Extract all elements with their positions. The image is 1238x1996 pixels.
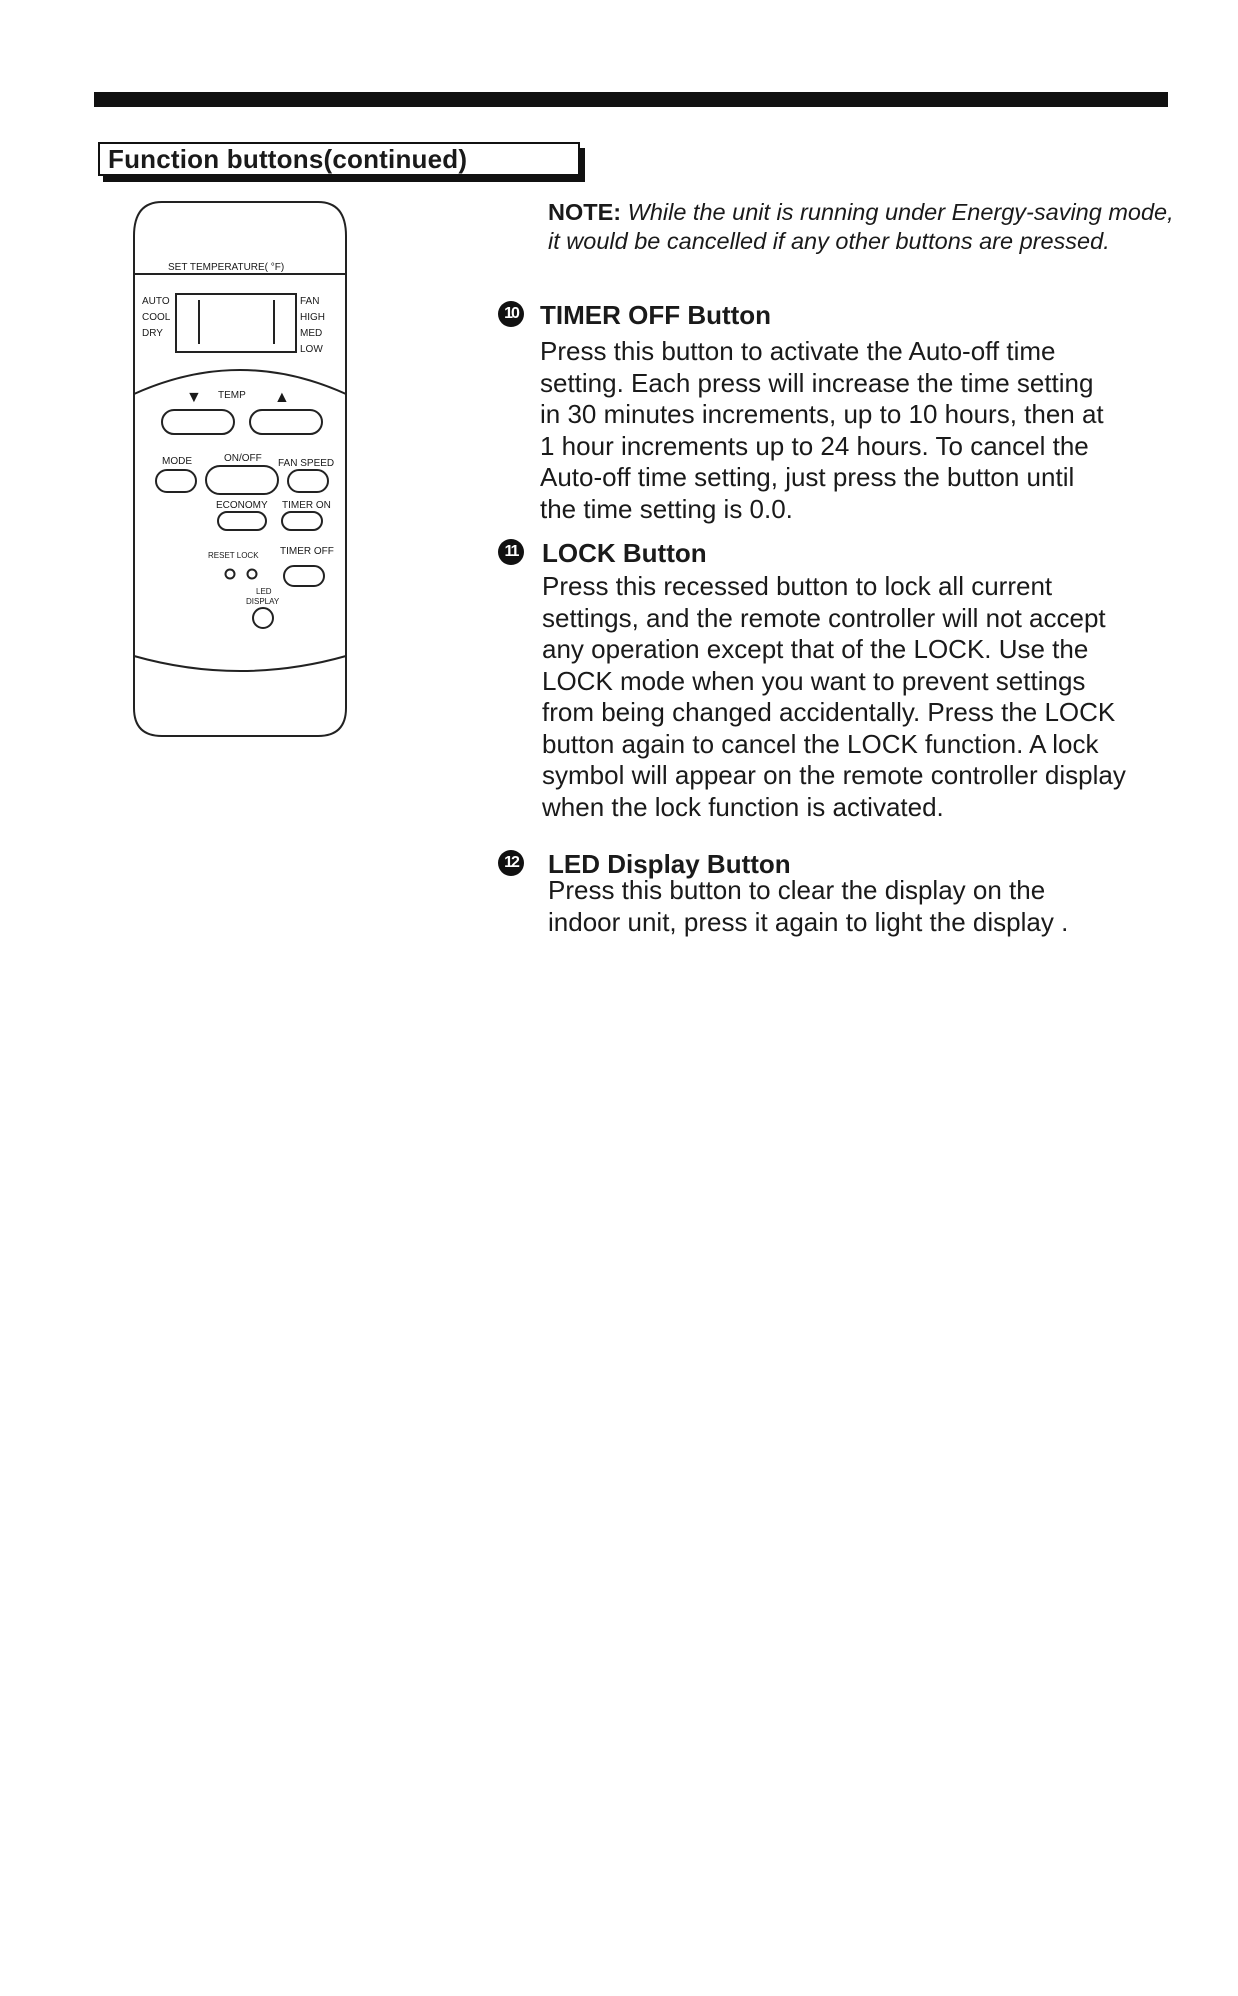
item-body-line: Press this button to clear the display on the <box>548 875 1046 905</box>
mode-label: MODE <box>162 456 192 467</box>
item-body-line: symbol will appear on the remote controller display <box>542 760 1126 790</box>
set-temperature-label: SET TEMPERATURE( °F) <box>168 262 285 273</box>
item-body <box>548 875 1208 938</box>
mode-button <box>156 470 196 492</box>
led-display-button <box>253 608 273 628</box>
item-body-line: Press this recessed button to lock all current <box>542 571 1053 601</box>
remote-lower-curve <box>134 656 346 671</box>
item-body-line: LOCK mode when you want to prevent settings <box>542 665 1086 696</box>
economy-label: ECONOMY <box>216 500 268 511</box>
fan-label-med: MED <box>300 328 323 339</box>
note-text: While the unit is running under Energy-saving mode, it would be cancelled if any other buttons are pressed. <box>548 199 1174 254</box>
item-number-badge: 11 <box>498 539 524 565</box>
onoff-button <box>206 466 278 494</box>
item-body-line: button again to cancel the LOCK function. A lock <box>542 728 1099 759</box>
item-number-badge: 12 <box>498 850 524 876</box>
led-label: LED <box>256 587 272 596</box>
item-title: LED Display Button <box>548 849 791 879</box>
item-body-line: when the lock function is activated. <box>542 791 944 822</box>
section-heading: Function buttons(continued) <box>98 142 580 176</box>
fan-speed-label: FAN SPEED <box>278 458 335 469</box>
temp-label: TEMP <box>218 390 246 401</box>
timer-on-label: TIMER ON <box>282 500 331 511</box>
fan-label-high: HIGH <box>300 312 325 323</box>
reset-lock-label: RESET LOCK <box>208 551 259 560</box>
header-rule <box>94 92 1168 107</box>
item-body <box>542 571 1202 823</box>
item-title: TIMER OFF Button <box>540 300 772 330</box>
economy-button <box>218 512 266 530</box>
onoff-label: ON/OFF <box>224 453 262 464</box>
item-body-line: setting. Each press will increase the time setting <box>540 367 1094 398</box>
item-body <box>540 336 1200 525</box>
item-body-line: Auto-off time setting, just press the button until <box>540 462 1075 492</box>
temp-up-button <box>250 410 322 434</box>
timer-on-button <box>282 512 322 530</box>
display-label: DISPLAY <box>246 597 280 606</box>
fan-label-fan: FAN <box>300 296 320 307</box>
temp-up-icon: ▲ <box>274 389 290 406</box>
item-body-line: in 30 minutes increments, up to 10 hours, then at <box>540 399 1104 429</box>
item-body-line: indoor unit, press it again to light the display . <box>548 906 1069 937</box>
item-body-line: settings, and the remote controller will not accept <box>542 602 1106 633</box>
item-body-line: from being changed accidentally. Press the LOCK <box>542 697 1116 727</box>
item-body-line: the time setting is 0.0. <box>540 493 793 524</box>
mode-label-cool: COOL <box>142 312 171 323</box>
lock-button <box>248 570 257 579</box>
item-body-line: Press this button to activate the Auto-off time <box>540 336 1056 366</box>
item-body-line: any operation except that of the LOCK. Use the <box>542 634 1089 664</box>
timer-off-label: TIMER OFF <box>280 546 334 557</box>
remote-controller-drawing <box>128 196 354 744</box>
temp-down-icon: ▼ <box>186 389 202 406</box>
mode-label-auto: AUTO <box>142 296 170 307</box>
fan-speed-button <box>288 470 328 492</box>
note <box>548 198 1188 255</box>
item-title: LOCK Button <box>542 538 707 568</box>
fan-label-low: LOW <box>300 344 323 355</box>
temp-down-button <box>162 410 234 434</box>
mode-label-dry: DRY <box>142 328 163 339</box>
item-body-line: 1 hour increments up to 24 hours. To cancel the <box>540 430 1089 461</box>
remote-display-frame <box>176 294 296 352</box>
reset-button <box>226 570 235 579</box>
item-number-badge: 10 <box>498 301 524 327</box>
timer-off-button <box>284 566 324 586</box>
remote-controller-illustration <box>128 196 354 744</box>
note-label: NOTE: <box>548 199 622 225</box>
